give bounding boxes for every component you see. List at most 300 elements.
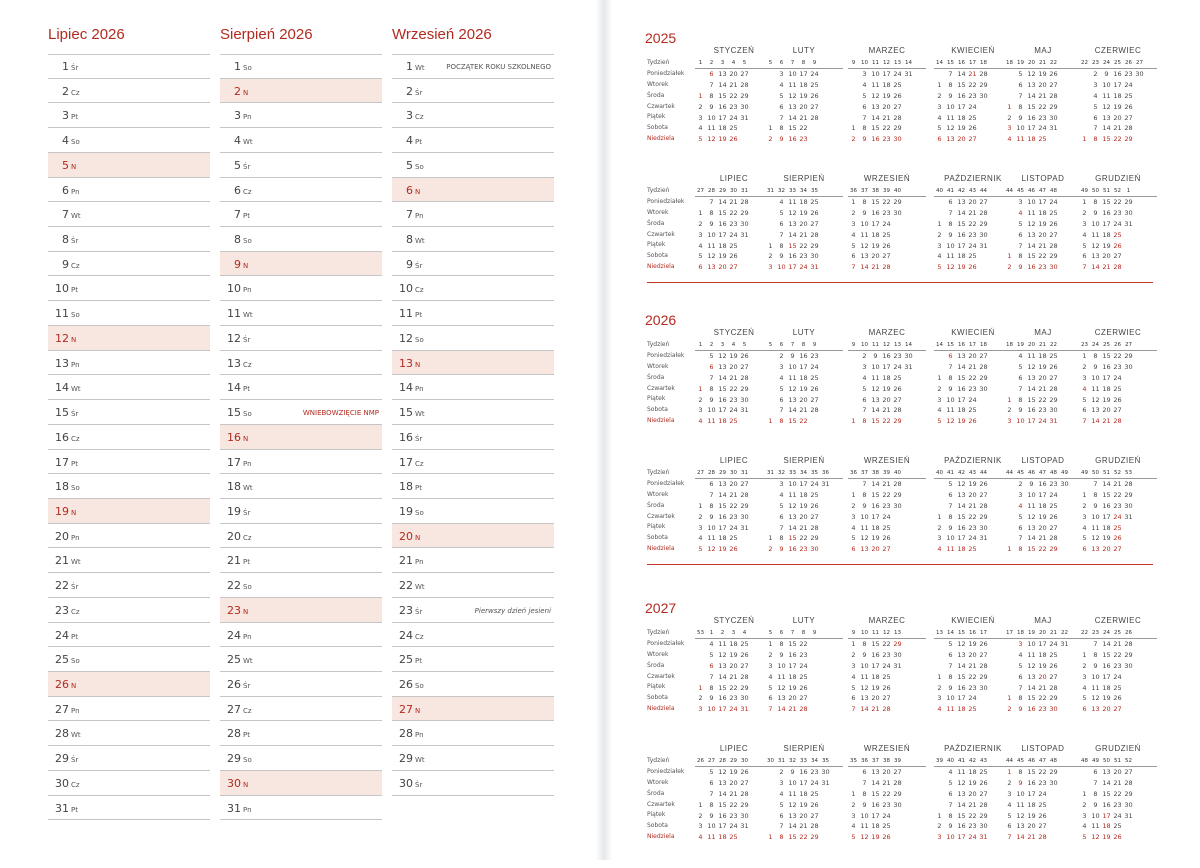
week-number: 14 <box>905 341 912 348</box>
calendar-day: 27 <box>979 789 988 798</box>
day-number: 28 <box>227 727 241 741</box>
calendar-day: 5 <box>937 263 942 272</box>
calendar-day: 23 <box>799 650 808 659</box>
day-number: 14 <box>55 381 69 395</box>
calendar-day: 21 <box>729 80 738 89</box>
day-number: 26 <box>55 678 69 691</box>
calendar-day: 13 <box>718 778 727 787</box>
calendar-day: 6 <box>709 480 714 488</box>
calendar-day: 31 <box>979 534 988 543</box>
calendar-day: 25 <box>882 523 891 532</box>
calendar-day: 29 <box>740 91 749 100</box>
calendar-day: 5 <box>851 683 856 692</box>
calendar-day: 20 <box>729 480 738 488</box>
day-grid-row <box>848 683 926 694</box>
day-grid-row <box>765 91 843 102</box>
calendar-day: 3 <box>862 70 867 78</box>
day-grid-row <box>848 650 926 661</box>
calendar-day: 3 <box>851 811 856 820</box>
calendar-day: 7 <box>1082 263 1087 272</box>
week-number: 9 <box>851 59 856 66</box>
week-number: 27 <box>708 757 715 764</box>
calendar-day: 9 <box>1093 661 1098 670</box>
calendar-day: 28 <box>979 70 988 78</box>
week-number-row <box>934 58 1012 69</box>
day-grid-row <box>934 102 1012 113</box>
calendar-day: 14 <box>860 263 869 272</box>
week-number: 48 <box>1050 757 1057 764</box>
calendar-day: 16 <box>957 384 966 393</box>
calendar-day: 20 <box>882 395 891 404</box>
week-number: 30 <box>730 469 737 476</box>
week-number: 53 <box>697 629 704 636</box>
calendar-day: 9 <box>948 230 953 239</box>
calendar-day: 26 <box>1113 241 1122 250</box>
calendar-day: 17 <box>718 523 727 532</box>
week-number: 39 <box>894 757 901 764</box>
calendar-day: 7 <box>709 80 714 89</box>
day-name: Śr <box>71 64 79 72</box>
week-number: 47 <box>1039 187 1046 194</box>
calendar-day: 5 <box>851 534 856 543</box>
day-grid-row <box>1079 219 1157 230</box>
day-grid-row <box>848 241 926 252</box>
week-number: 41 <box>947 187 954 194</box>
calendar-day: 1 <box>1007 694 1012 703</box>
week-number: 44 <box>980 187 987 194</box>
day-row <box>220 771 382 796</box>
day-grid-row <box>934 373 1012 384</box>
day-row <box>220 573 382 598</box>
day-number: 25 <box>55 653 69 667</box>
calendar-day: 19 <box>1102 694 1111 703</box>
calendar-day: 31 <box>1049 124 1058 133</box>
calendar-day: 26 <box>729 252 738 261</box>
calendar-day: 3 <box>779 70 784 78</box>
calendar-day: 1 <box>1082 650 1087 659</box>
mini-month <box>848 744 926 843</box>
week-number: 10 <box>861 341 868 348</box>
calendar-day: 24 <box>810 362 819 371</box>
calendar-day: 24 <box>1113 512 1122 521</box>
mini-month <box>1079 174 1157 273</box>
calendar-day: 27 <box>1049 230 1058 239</box>
calendar-day: 16 <box>1113 70 1122 78</box>
calendar-day: 17 <box>799 480 808 488</box>
calendar-day: 12 <box>788 800 797 809</box>
week-number: 18 <box>1006 59 1013 66</box>
calendar-day: 24 <box>729 822 738 831</box>
calendar-day: 4 <box>937 705 942 714</box>
calendar-day: 25 <box>729 833 738 842</box>
calendar-day: 14 <box>871 778 880 787</box>
calendar-day: 17 <box>799 362 808 371</box>
calendar-day: 14 <box>788 822 797 831</box>
weekday-label: Niedziela <box>647 705 675 713</box>
calendar-day: 19 <box>957 124 966 133</box>
day-name: Pt <box>71 286 78 295</box>
calendar-day: 21 <box>729 789 738 798</box>
week-number: 33 <box>789 187 796 194</box>
day-note: Pierwszy dzień jesieni <box>474 606 551 615</box>
week-number: 46 <box>1028 757 1035 764</box>
calendar-day: 15 <box>788 833 797 842</box>
day-row <box>220 326 382 351</box>
month-column <box>392 0 554 860</box>
calendar-day: 20 <box>968 198 977 206</box>
calendar-day: 9 <box>779 135 784 144</box>
calendar-day: 6 <box>1018 672 1023 681</box>
calendar-day: 29 <box>893 198 902 206</box>
calendar-day: 15 <box>957 373 966 382</box>
day-grid-row <box>934 384 1012 395</box>
calendar-day: 25 <box>810 490 819 499</box>
calendar-day: 31 <box>740 406 749 415</box>
day-grid-row <box>1004 821 1082 832</box>
calendar-day: 30 <box>893 501 902 510</box>
day-row <box>392 103 554 128</box>
calendar-day: 2 <box>698 694 703 703</box>
week-number: 14 <box>905 59 912 66</box>
week-number: 39 <box>883 187 890 194</box>
day-number: 9 <box>406 257 413 271</box>
day-row <box>48 548 210 573</box>
calendar-day: 4 <box>851 230 856 239</box>
day-number: 22 <box>55 579 69 593</box>
day-grid-row <box>934 821 1012 832</box>
weekday-label: Tydzień <box>647 59 670 66</box>
week-number: 12 <box>883 341 890 348</box>
calendar-day: 12 <box>871 91 880 100</box>
calendar-day: 27 <box>882 252 891 261</box>
day-grid-row <box>848 800 926 811</box>
calendar-day: 1 <box>851 124 856 133</box>
calendar-day: 20 <box>1038 230 1047 239</box>
day-number: 1 <box>234 60 241 73</box>
week-number: 38 <box>883 757 890 764</box>
day-row <box>220 598 382 623</box>
calendar-day: 26 <box>979 778 988 787</box>
weekday-label: Piątek <box>647 241 666 249</box>
calendar-day: 17 <box>882 362 891 371</box>
day-name: N <box>71 508 77 517</box>
week-number: 20 <box>1028 59 1035 66</box>
week-number: 5 <box>768 629 773 636</box>
calendar-day: 18 <box>799 789 808 798</box>
calendar-day: 21 <box>1113 124 1122 133</box>
calendar-day: 21 <box>882 406 891 415</box>
day-name: Śr <box>71 237 79 246</box>
day-number: 12 <box>227 331 241 345</box>
calendar-day: 5 <box>779 384 784 393</box>
day-grid-row <box>1004 230 1082 241</box>
calendar-day: 16 <box>1102 661 1111 670</box>
day-name: N <box>243 780 249 789</box>
calendar-day: 1 <box>1082 198 1087 206</box>
calendar-day: 10 <box>860 512 869 521</box>
mini-month-name: LUTY <box>792 46 816 55</box>
day-grid-row <box>1079 416 1157 427</box>
calendar-day: 27 <box>799 694 808 703</box>
day-grid-row <box>1079 672 1157 683</box>
day-grid-row <box>695 639 773 650</box>
calendar-day: 8 <box>1093 490 1098 499</box>
calendar-day: 28 <box>740 198 749 206</box>
day-grid-row <box>934 123 1012 134</box>
calendar-day: 23 <box>893 352 902 360</box>
calendar-day: 30 <box>1124 208 1133 217</box>
calendar-day: 30 <box>810 545 819 554</box>
day-grid-row <box>1004 639 1082 650</box>
day-grid-row <box>765 251 843 262</box>
calendar-day: 23 <box>882 800 891 809</box>
week-number: 2 <box>709 59 714 66</box>
calendar-day: 14 <box>777 705 786 714</box>
mini-month-name: LISTOPAD <box>1021 456 1065 465</box>
day-grid-row <box>1004 80 1082 91</box>
day-grid-row <box>934 230 1012 241</box>
year-label: 2026 <box>645 312 677 328</box>
week-number: 45 <box>1017 757 1024 764</box>
day-grid-row <box>934 490 1012 501</box>
calendar-day: 4 <box>1082 384 1087 393</box>
calendar-day: 18 <box>799 373 808 382</box>
mini-month <box>695 456 773 555</box>
calendar-day: 15 <box>957 672 966 681</box>
weekday-label: Poniedziałek <box>647 639 685 647</box>
week-number: 24 <box>1103 59 1110 66</box>
calendar-day: 27 <box>729 263 738 272</box>
calendar-day: 20 <box>1038 523 1047 532</box>
day-grid-row <box>1079 69 1157 80</box>
day-row <box>220 499 382 524</box>
calendar-day: 22 <box>968 512 977 521</box>
week-number-row <box>695 628 773 639</box>
day-row <box>220 721 382 746</box>
calendar-day: 11 <box>1016 800 1025 809</box>
calendar-day: 14 <box>1102 640 1111 648</box>
mini-month-name: MARZEC <box>868 46 906 55</box>
calendar-day: 16 <box>957 822 966 831</box>
calendar-day: 22 <box>1038 768 1047 776</box>
calendar-day: 15 <box>871 198 880 206</box>
calendar-day: 24 <box>1124 80 1133 89</box>
calendar-day: 3 <box>937 102 942 111</box>
week-number: 6 <box>779 629 784 636</box>
day-name: Wt <box>243 311 253 320</box>
mini-month <box>934 46 1012 145</box>
calendar-day: 29 <box>1124 490 1133 499</box>
day-grid-row <box>934 693 1012 704</box>
calendar-day: 7 <box>862 113 867 122</box>
day-name: Śr <box>243 162 251 171</box>
calendar-day: 16 <box>788 252 797 261</box>
mini-month-name: MAJ <box>1034 46 1052 55</box>
week-number: 21 <box>1039 59 1046 66</box>
calendar-day: 1 <box>698 501 703 510</box>
calendar-day: 4 <box>779 789 784 798</box>
day-number: 1 <box>406 60 413 73</box>
calendar-day: 2 <box>1082 362 1087 371</box>
calendar-day: 30 <box>1049 705 1058 714</box>
calendar-day: 5 <box>779 501 784 510</box>
calendar-day: 15 <box>718 384 727 393</box>
calendar-day: 5 <box>698 252 703 261</box>
day-grid-row <box>695 832 773 843</box>
day-grid-row <box>1004 197 1082 208</box>
week-number: 34 <box>800 469 807 476</box>
day-row <box>48 746 210 771</box>
week-number: 9 <box>851 629 856 636</box>
calendar-day: 3 <box>1007 789 1012 798</box>
week-number-row <box>848 628 926 639</box>
calendar-day: 20 <box>729 70 738 78</box>
calendar-day: 21 <box>1038 683 1047 692</box>
calendar-day: 22 <box>968 80 977 89</box>
calendar-day: 13 <box>957 789 966 798</box>
day-number: 17 <box>55 455 69 469</box>
calendar-day: 12 <box>707 135 716 144</box>
day-grid-row <box>1079 501 1157 512</box>
calendar-day: 5 <box>709 650 714 659</box>
calendar-day: 2 <box>768 545 773 554</box>
day-grid-row <box>765 523 843 534</box>
calendar-day: 24 <box>729 113 738 122</box>
day-grid-row <box>695 821 773 832</box>
calendar-day: 22 <box>882 490 891 499</box>
calendar-day: 14 <box>1102 124 1111 133</box>
calendar-day: 27 <box>1049 80 1058 89</box>
calendar-day: 6 <box>709 70 714 78</box>
calendar-day: 13 <box>860 545 869 554</box>
calendar-day: 12 <box>788 91 797 100</box>
week-number: 49 <box>1081 469 1088 476</box>
calendar-day: 21 <box>1027 833 1036 842</box>
calendar-day: 29 <box>979 80 988 89</box>
week-number: 1 <box>709 629 714 636</box>
calendar-day: 24 <box>799 661 808 670</box>
day-grid-row <box>1004 395 1082 406</box>
week-number: 47 <box>1039 757 1046 764</box>
day-grid-row <box>934 251 1012 262</box>
calendar-day: 7 <box>779 230 784 239</box>
week-number-row <box>1079 58 1157 69</box>
calendar-day: 7 <box>948 208 953 217</box>
day-name: Wt <box>71 558 81 567</box>
day-name: Cz <box>71 434 80 443</box>
day-row <box>220 672 382 697</box>
calendar-day: 23 <box>1113 208 1122 217</box>
calendar-day: 10 <box>871 70 880 78</box>
week-number: 50 <box>1092 469 1099 476</box>
calendar-day: 25 <box>968 113 977 122</box>
day-number: 12 <box>55 331 69 345</box>
calendar-day: 15 <box>788 124 797 133</box>
week-number-row <box>695 468 773 479</box>
calendar-day: 17 <box>957 534 966 543</box>
calendar-day: 29 <box>1049 252 1058 261</box>
calendar-day: 8 <box>862 640 867 648</box>
calendar-day: 2 <box>1093 70 1098 78</box>
week-number-row <box>1079 628 1157 639</box>
day-name: Wt <box>243 138 253 147</box>
day-name: Pt <box>415 484 422 493</box>
day-grid-row <box>765 416 843 427</box>
calendar-day: 21 <box>799 113 808 122</box>
calendar-day: 5 <box>709 352 714 360</box>
day-grid-row <box>934 262 1012 273</box>
calendar-day: 5 <box>1082 694 1087 703</box>
day-number: 2 <box>62 84 69 98</box>
day-row <box>392 326 554 351</box>
calendar-day: 2 <box>1082 800 1087 809</box>
calendar-day: 13 <box>860 252 869 261</box>
calendar-day: 2 <box>768 135 773 144</box>
day-grid-row <box>765 672 843 683</box>
calendar-day: 13 <box>957 198 966 206</box>
calendar-day: 14 <box>1027 683 1036 692</box>
day-grid-row <box>1079 778 1157 789</box>
calendar-day: 22 <box>1113 490 1122 499</box>
weekday-labels <box>647 756 684 843</box>
week-number: 9 <box>812 341 817 348</box>
week-number: 7 <box>790 59 795 66</box>
calendar-day: 11 <box>871 373 880 382</box>
calendar-day: 28 <box>1124 480 1133 488</box>
calendar-day: 18 <box>1102 230 1111 239</box>
calendar-day: 30 <box>740 395 749 404</box>
day-name: Pn <box>71 533 80 542</box>
calendar-day: 10 <box>707 822 716 831</box>
day-grid-row <box>1079 544 1157 555</box>
calendar-day: 14 <box>1102 778 1111 787</box>
calendar-day: 30 <box>1049 778 1058 787</box>
calendar-day: 19 <box>1038 661 1047 670</box>
day-grid-row <box>1004 501 1082 512</box>
day-grid-row <box>765 778 843 789</box>
calendar-day: 19 <box>729 768 738 776</box>
calendar-day: 5 <box>948 778 953 787</box>
day-grid-row <box>695 241 773 252</box>
calendar-day: 9 <box>862 135 867 144</box>
calendar-day: 14 <box>1027 534 1036 543</box>
calendar-day: 5 <box>1018 219 1023 228</box>
day-grid-row <box>1079 123 1157 134</box>
weekday-label: Sobota <box>647 694 668 702</box>
calendar-day: 4 <box>851 822 856 831</box>
day-number: 10 <box>227 282 241 296</box>
day-number: 24 <box>399 628 413 642</box>
calendar-day: 26 <box>882 241 891 250</box>
calendar-day: 20 <box>729 661 738 670</box>
mini-month <box>765 174 843 273</box>
day-grid-row <box>765 693 843 704</box>
calendar-day: 25 <box>810 789 819 798</box>
calendar-day: 14 <box>1027 384 1036 393</box>
week-number-row <box>695 186 773 197</box>
calendar-day: 11 <box>1102 91 1111 100</box>
calendar-day: 2 <box>937 523 942 532</box>
calendar-day: 31 <box>740 523 749 532</box>
week-number: 26 <box>1114 341 1121 348</box>
calendar-day: 15 <box>871 640 880 648</box>
calendar-day: 9 <box>709 512 714 521</box>
week-number: 40 <box>894 469 901 476</box>
calendar-day: 10 <box>946 694 955 703</box>
calendar-day: 8 <box>1093 135 1098 144</box>
calendar-day: 22 <box>729 800 738 809</box>
calendar-day: 10 <box>1091 373 1100 382</box>
